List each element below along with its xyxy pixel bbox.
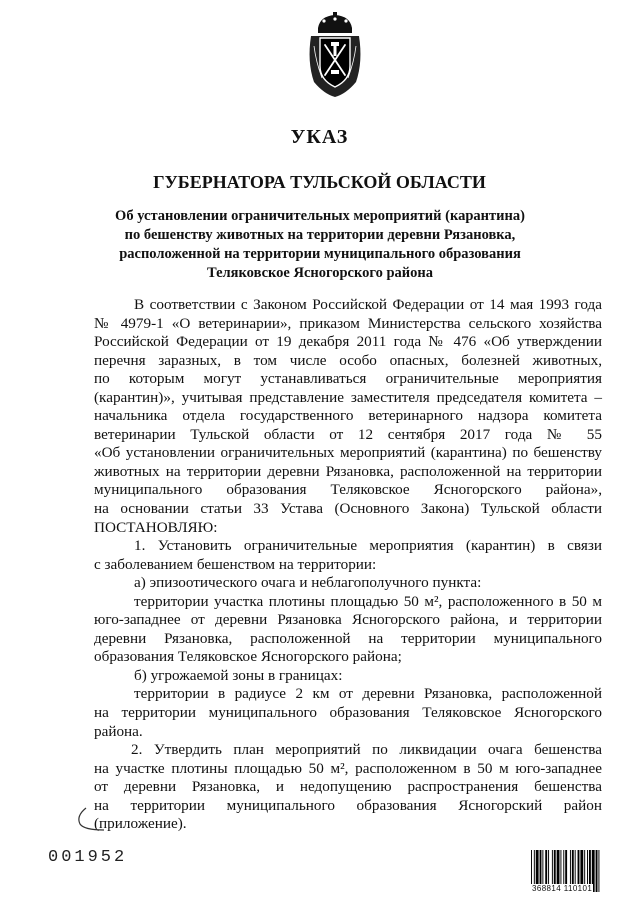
issuer-title: ГУБЕРНАТОРА ТУЛЬСКОЙ ОБЛАСТИ (153, 172, 486, 192)
body-line: животных на территории деревни Рязановка, расположенной на территории (94, 462, 602, 480)
barcode-number: 368814 110101 (532, 884, 593, 893)
body-line: по которым могут устанавливаться ограничительные мероприятия (94, 370, 602, 388)
body-line: № 4979-1 «О ветеринарии», приказом Министерства сельского хозяйства (94, 314, 602, 332)
body-line: 1. Установить ограничительные мероприятия (карантин) в связи (134, 537, 602, 555)
subject-line: Об установлении ограничительных мероприятий (карантина) (115, 208, 525, 224)
body-line: на основании статьи 33 Устава (Основного Закона) Тульской области (94, 500, 602, 518)
body-line: перечня заразных, в том числе особо опасных, болезней животных, (94, 351, 602, 369)
body-line: с заболеванием бешенством на территории: (94, 555, 377, 573)
body-line: муниципального образования Теляковское Ясногорского района», (94, 481, 602, 499)
body-line: на территории муниципального образования Теляковское Ясногорского (94, 704, 602, 722)
document-type-title: УКАЗ (290, 126, 349, 148)
body-line: образования Теляковское Ясногорского района; (94, 648, 402, 666)
body-line: территории в радиусе 2 км от деревни Рязановка, расположенной (134, 685, 602, 703)
body-line: «Об установлении ограничительных мероприятий (карантина) по бешенству (94, 444, 602, 462)
body-line: б) угрожаемой зоны в границах: (134, 666, 343, 684)
decree-body (94, 296, 602, 834)
decree-subject (60, 207, 580, 283)
body-line: деревни Рязановка, расположенной на территории муниципального (94, 629, 602, 647)
body-line: ПОСТАНОВЛЯЮ: (94, 518, 218, 536)
body-line: территории участка плотины площадью 50 м², расположенного в 50 м (134, 592, 602, 610)
handwritten-margin-mark (74, 806, 106, 832)
body-line: на территории муниципального образования Ясногорский район (94, 796, 602, 814)
subject-line: Теляковское Ясногорского района (206, 265, 434, 281)
serial-number: 001952 (48, 848, 128, 867)
subject-line: расположенной на территории муниципального образования (119, 246, 521, 262)
body-line: ветеринарии Тульской области от 12 сентября 2017 года № 55 (94, 425, 602, 443)
body-line: начальника отдела государственного ветеринарного надзора комитета (94, 407, 602, 425)
body-line: на участке плотины площадью 50 м², расположенном в 50 м юго-западнее (94, 759, 602, 777)
body-line: 2. Утвердить план мероприятий по ликвидации очага бешенства (131, 741, 602, 759)
body-line: Российской Федерации от 19 декабря 2011 года № 476 «Об утверждении (94, 333, 602, 351)
body-line: (карантин)», учитывая представление заместителя председателя комитета – (94, 388, 602, 406)
body-line: а) эпизоотического очага и неблагополучного пункта: (134, 574, 482, 592)
body-line: от деревни Рязановка, и недопущению распространения бешенства (94, 778, 602, 796)
coat-of-arms-icon (304, 12, 366, 98)
body-line: юго-западнее от деревни Рязановка Ясногорского района, и территории (94, 611, 602, 629)
body-line: В соответствии с Законом Российской Федерации от 14 мая 1993 года (134, 296, 602, 313)
body-line: района. (94, 722, 143, 740)
body-line: (приложение). (94, 815, 187, 833)
subject-line: по бешенству животных на территории деревни Рязановка, (124, 227, 516, 243)
